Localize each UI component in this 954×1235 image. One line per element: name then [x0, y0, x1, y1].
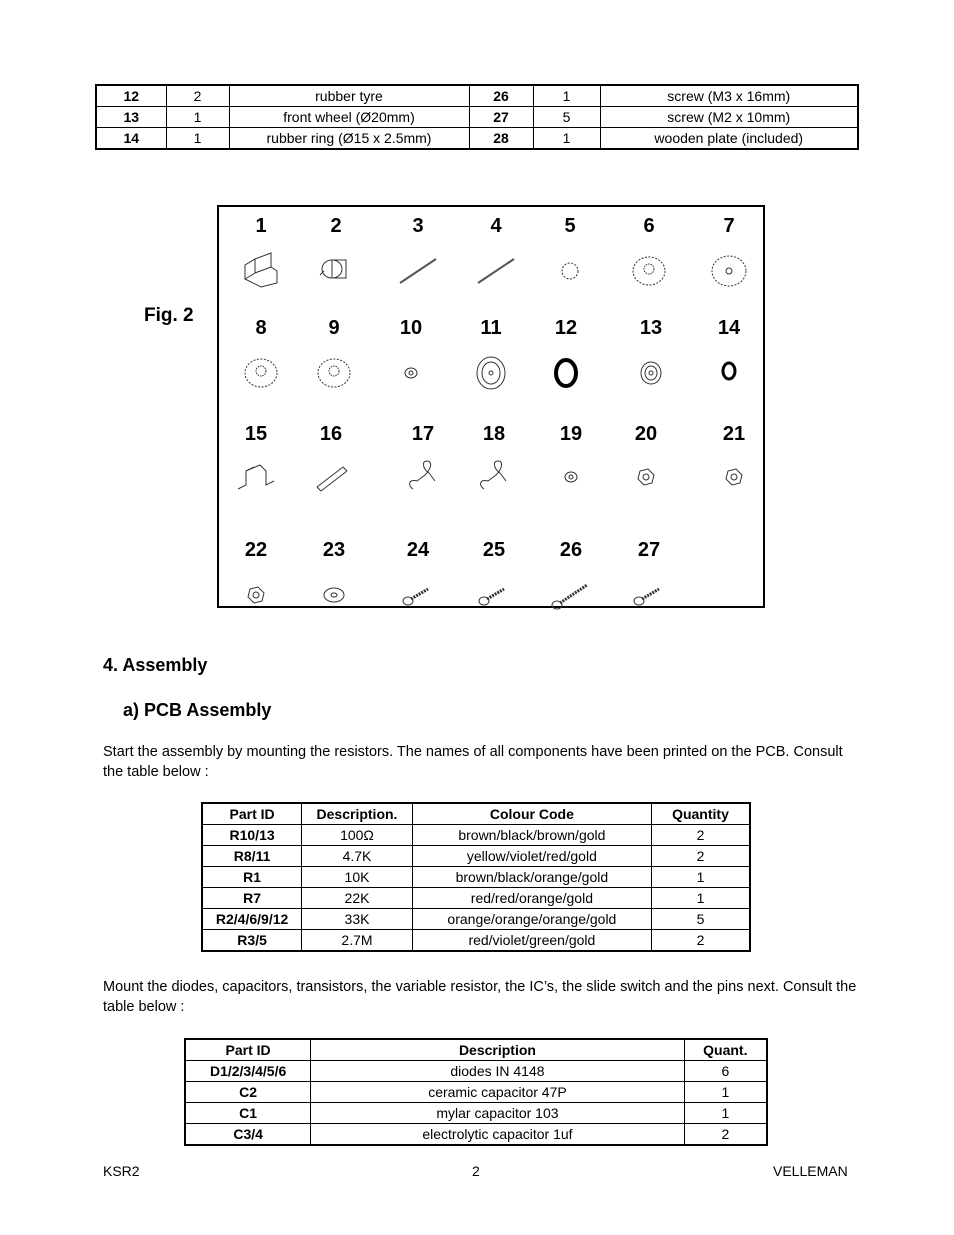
table-cell: brown/black/orange/gold [412, 867, 651, 888]
part-gear-icon [241, 351, 281, 391]
part-nut-icon [626, 455, 666, 495]
parts-row [96, 85, 858, 107]
resistor-row [202, 909, 750, 930]
part-smallgear-icon [550, 249, 590, 289]
part-number: 26 [559, 539, 583, 561]
part-motor-icon [316, 249, 356, 289]
table-cell: 1 [166, 128, 229, 150]
part-pulley-icon [471, 351, 511, 391]
table-cell: 1 [533, 128, 600, 150]
table-cell: 10K [302, 867, 413, 888]
table-cell: D1/2/3/4/5/6 [185, 1061, 311, 1082]
col-header: Description. [302, 803, 413, 825]
component-row [185, 1124, 767, 1146]
col-header: Description [311, 1039, 684, 1061]
part-screw-icon [474, 573, 514, 613]
col-header: Part ID [202, 803, 302, 825]
table-cell: electrolytic capacitor 1uf [311, 1124, 684, 1146]
part-number: 6 [643, 215, 655, 237]
table-cell: 12 [96, 85, 166, 107]
part-number: 22 [244, 539, 268, 561]
footer-right: VELLEMAN [773, 1163, 848, 1179]
table-cell: 33K [302, 909, 413, 930]
part-number: 17 [411, 423, 435, 445]
table-cell: yellow/violet/red/gold [412, 846, 651, 867]
col-header: Quant. [684, 1039, 767, 1061]
table-cell: 5 [651, 909, 750, 930]
table-cell: R3/5 [202, 930, 302, 952]
part-number: 18 [482, 423, 506, 445]
table-cell: C2 [185, 1082, 311, 1103]
table-cell: red/violet/green/gold [412, 930, 651, 952]
part-screw-icon [629, 573, 669, 613]
part-gear-icon [629, 249, 669, 289]
footer-left: KSR2 [103, 1163, 140, 1179]
table-cell: 22K [302, 888, 413, 909]
table-cell: 1 [651, 888, 750, 909]
table-cell: R2/4/6/9/12 [202, 909, 302, 930]
part-number: 2 [330, 215, 342, 237]
table-cell: screw (M3 x 16mm) [600, 85, 858, 107]
table-cell: rubber ring (Ø15 x 2.5mm) [229, 128, 469, 150]
resistor-row [202, 825, 750, 846]
col-header: Part ID [185, 1039, 311, 1061]
component-row [185, 1103, 767, 1124]
part-number: 11 [480, 317, 502, 339]
table-cell: 28 [469, 128, 533, 150]
part-gear-icon [314, 351, 354, 391]
part-number: 3 [412, 215, 424, 237]
part-number: 15 [244, 423, 268, 445]
resistor-row [202, 888, 750, 909]
part-biggear-icon [709, 249, 749, 289]
resistor-table-header [202, 803, 750, 825]
table-cell: rubber tyre [229, 85, 469, 107]
parts-list-table [95, 84, 859, 150]
part-number: 8 [255, 317, 267, 339]
table-cell: red/red/orange/gold [412, 888, 651, 909]
second-paragraph: Mount the diodes, capacitors, transistors, the variable resistor, the IC’s, the slide switch and the pins next. Consult the table below : [103, 979, 857, 1015]
part-rod-icon [476, 249, 516, 289]
table-cell: ceramic capacitor 47P [311, 1082, 684, 1103]
part-number: 21 [722, 423, 746, 445]
table-cell: 100Ω [302, 825, 413, 846]
table-cell: R8/11 [202, 846, 302, 867]
component-row [185, 1061, 767, 1082]
part-number: 10 [399, 317, 423, 339]
part-number: 5 [564, 215, 576, 237]
table-cell: 13 [96, 107, 166, 128]
table-cell: 2 [684, 1124, 767, 1146]
part-rod-icon [398, 249, 438, 289]
part-bushing-icon [551, 455, 591, 495]
table-cell: R1 [202, 867, 302, 888]
table-cell: 26 [469, 85, 533, 107]
table-cell: mylar capacitor 103 [311, 1103, 684, 1124]
part-number: 7 [723, 215, 735, 237]
part-number: 24 [406, 539, 430, 561]
part-number: 19 [559, 423, 583, 445]
table-cell: 2.7M [302, 930, 413, 952]
part-number: 20 [634, 423, 658, 445]
part-ring-icon [546, 351, 586, 391]
col-header: Colour Code [412, 803, 651, 825]
table-cell: 5 [533, 107, 600, 128]
part-washer-icon [314, 573, 354, 613]
part-number: 14 [717, 317, 741, 339]
table-cell: 2 [651, 930, 750, 952]
footer-page-number: 2 [472, 1163, 480, 1179]
table-cell: 1 [651, 867, 750, 888]
part-number: 23 [322, 539, 346, 561]
part-number: 12 [554, 317, 578, 339]
parts-row [96, 128, 858, 150]
parts-list-body [96, 85, 858, 149]
table-cell: diodes IN 4148 [311, 1061, 684, 1082]
resistor-table [201, 802, 751, 952]
part-longscrew-icon [551, 573, 591, 613]
part-screw-icon [398, 573, 438, 613]
table-cell: 27 [469, 107, 533, 128]
resistor-row [202, 867, 750, 888]
resistor-row [202, 846, 750, 867]
part-number: 4 [490, 215, 502, 237]
table-cell: 2 [166, 85, 229, 107]
table-cell: 1 [684, 1082, 767, 1103]
part-number: 25 [482, 539, 506, 561]
resistor-table-body [202, 825, 750, 952]
table-cell: 1 [166, 107, 229, 128]
table-cell: 1 [533, 85, 600, 107]
resistor-row [202, 930, 750, 952]
part-number: 27 [637, 539, 661, 561]
table-cell: C3/4 [185, 1124, 311, 1146]
table-cell: 2 [651, 846, 750, 867]
table-cell: 1 [684, 1103, 767, 1124]
part-nut-icon [714, 455, 754, 495]
table-cell: brown/black/brown/gold [412, 825, 651, 846]
section-heading: 4. Assembly [103, 655, 208, 675]
subsection-heading: a) PCB Assembly [123, 700, 272, 720]
table-cell: orange/orange/orange/gold [412, 909, 651, 930]
part-spring-icon [474, 455, 514, 495]
part-spring-icon [403, 455, 443, 495]
part-wheel-icon [631, 351, 671, 391]
component-row [185, 1082, 767, 1103]
component-table [184, 1038, 768, 1146]
part-smallring-icon [709, 351, 749, 391]
table-cell: 14 [96, 128, 166, 150]
part-bushing-icon [391, 351, 431, 391]
parts-figure [217, 205, 765, 608]
table-cell: R10/13 [202, 825, 302, 846]
part-number: 13 [639, 317, 663, 339]
parts-row [96, 107, 858, 128]
component-table-header [185, 1039, 767, 1061]
table-cell: R7 [202, 888, 302, 909]
component-table-body [185, 1061, 767, 1146]
part-number: 1 [255, 215, 267, 237]
part-spacer-icon [311, 455, 351, 495]
table-cell: 6 [684, 1061, 767, 1082]
table-cell: C1 [185, 1103, 311, 1124]
figure-label: Fig. 2 [144, 305, 194, 326]
part-bracket-icon [241, 249, 281, 289]
intro-paragraph: Start the assembly by mounting the resistors. The names of all components have been printed on the PCB. Consult the table below : [103, 744, 843, 780]
part-clip-icon [236, 455, 276, 495]
table-cell: screw (M2 x 10mm) [600, 107, 858, 128]
part-number: 9 [328, 317, 340, 339]
part-nut-icon [236, 573, 276, 613]
table-cell: front wheel (Ø20mm) [229, 107, 469, 128]
table-cell: 2 [651, 825, 750, 846]
part-number: 16 [319, 423, 343, 445]
col-header: Quantity [651, 803, 750, 825]
table-cell: wooden plate (included) [600, 128, 858, 150]
table-cell: 4.7K [302, 846, 413, 867]
